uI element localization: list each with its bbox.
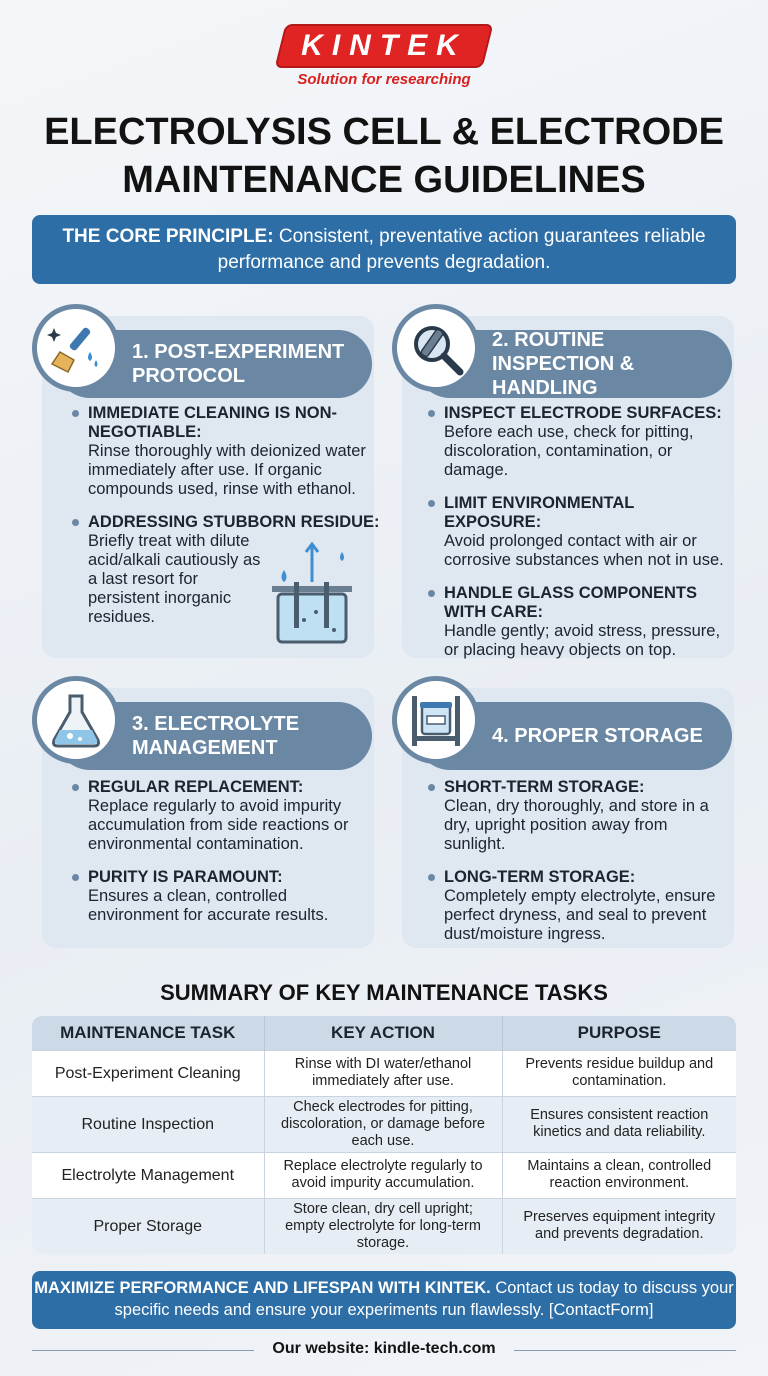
table-cell: Check electrodes for pitting, discoloration, or damage before each use. (264, 1096, 502, 1152)
list-item (68, 513, 380, 627)
logo-tagline: Solution for researching (297, 71, 471, 88)
table-row (32, 1050, 736, 1096)
page-title-line1: ELECTROLYSIS CELL & ELECTRODE (44, 111, 724, 153)
table-row (32, 1152, 736, 1198)
website-link[interactable]: Our website: kindle-tech.com (272, 1340, 496, 1357)
item-text: Handle gently; avoid stress, pressure, or placing heavy objects on top. (444, 622, 721, 659)
item-text: Rinse thoroughly with deionized water immediately after use. If organic compounds used, rinse with ethanol. (88, 442, 366, 498)
table-cell: Post-Experiment Cleaning (32, 1050, 264, 1096)
list-item (68, 404, 370, 499)
table-cell: Prevents residue buildup and contamination. (502, 1050, 736, 1096)
table-row (32, 1198, 736, 1254)
cta-bold: MAXIMIZE PERFORMANCE AND LIFESPAN WITH KINTEK. (34, 1279, 491, 1297)
column-header: PURPOSE (502, 1016, 736, 1050)
section-title: 2. ROUTINE INSPECTION & HANDLING (492, 329, 635, 399)
section-title: 4. PROPER STORAGE (492, 725, 703, 747)
item-title: SHORT-TERM STORAGE: (444, 778, 645, 796)
table-cell: Rinse with DI water/ethanol immediately after use. (264, 1050, 502, 1096)
electrolysis-cell-icon (264, 542, 360, 651)
list-item (424, 584, 730, 660)
column-header: KEY ACTION (264, 1016, 502, 1050)
list-item (424, 494, 730, 570)
item-title: HANDLE GLASS COMPONENTS WITH CARE: (444, 584, 698, 621)
section-body (68, 778, 370, 939)
item-title: PURITY IS PARAMOUNT: (88, 868, 283, 886)
list-item (68, 868, 370, 925)
section-card-electrolyte-management (42, 688, 374, 948)
section-card-proper-storage (402, 688, 734, 948)
item-title: REGULAR REPLACEMENT: (88, 778, 304, 796)
table-row (32, 1096, 736, 1152)
table-cell: Preserves equipment integrity and prevents degradation. (502, 1198, 736, 1254)
section-title: 3. ELECTROLYTE MANAGEMENT (132, 713, 300, 759)
contact-cta-banner[interactable] (32, 1271, 736, 1329)
cta-text: Contact us today to discuss your specific needs and ensure your experiments run flawlessly. [ContactForm] (114, 1279, 734, 1319)
footer-website[interactable] (0, 1340, 768, 1358)
table-cell: Routine Inspection (32, 1096, 264, 1152)
page-title (20, 108, 748, 204)
item-title: INSPECT ELECTRODE SURFACES: (444, 404, 722, 422)
page-title-line2: MAINTENANCE GUIDELINES (122, 159, 646, 201)
core-principle-banner (32, 215, 736, 284)
flask-icon (32, 676, 120, 764)
logo-brand: KINTEK (301, 29, 467, 62)
logo-badge (275, 24, 494, 68)
table-cell: Store clean, dry cell upright; empty electrolyte for long-term storage. (264, 1198, 502, 1254)
core-principle-label: THE CORE PRINCIPLE: (62, 226, 274, 247)
list-item (424, 778, 730, 854)
summary-title: SUMMARY OF KEY MAINTENANCE TASKS (160, 980, 608, 1005)
item-text: Clean, dry thoroughly, and store in a dry, upright position away from sunlight. (444, 797, 709, 853)
table-cell: Replace electrolyte regularly to avoid impurity accumulation. (264, 1152, 502, 1198)
table-header-row (32, 1016, 736, 1050)
core-principle-text: Consistent, preventative action guarantees reliable performance and prevents degradation. (217, 226, 706, 273)
item-title: LIMIT ENVIRONMENTAL EXPOSURE: (444, 494, 635, 531)
item-text: Replace regularly to avoid impurity accumulation from side reactions or environmental contamination. (88, 797, 349, 853)
list-item (424, 404, 730, 480)
item-text: Briefly treat with dilute acid/alkali cautiously as a last resort for persistent inorganic residues. (88, 532, 261, 626)
item-text: Before each use, check for pitting, discoloration, contamination, or damage. (444, 423, 694, 479)
column-header: MAINTENANCE TASK (32, 1016, 264, 1050)
section-body (424, 778, 730, 958)
list-item (68, 778, 370, 854)
item-text: Avoid prolonged contact with air or corrosive substances when not in use. (444, 532, 724, 569)
magnifier-electrode-icon (392, 304, 480, 392)
item-text: Completely empty electrolyte, ensure perfect dryness, and seal to prevent dust/moisture ingress. (444, 887, 716, 943)
cleaning-brush-icon (32, 304, 120, 392)
section-body (424, 404, 730, 674)
item-title: LONG-TERM STORAGE: (444, 868, 636, 886)
section-title: 1. POST-EXPERIMENT PROTOCOL (132, 341, 345, 387)
item-title: ADDRESSING STUBBORN RESIDUE: (88, 513, 380, 531)
table-cell: Proper Storage (32, 1198, 264, 1254)
section-card-routine-inspection (402, 316, 734, 658)
list-item (424, 868, 730, 944)
item-text: Ensures a clean, controlled environment for accurate results. (88, 887, 329, 924)
storage-shelf-icon (392, 676, 480, 764)
summary-table (32, 1016, 736, 1254)
item-title: IMMEDIATE CLEANING IS NON-NEGOTIABLE: (88, 404, 338, 441)
section-card-post-experiment (42, 316, 380, 658)
table-cell: Electrolyte Management (32, 1152, 264, 1198)
table-cell: Ensures consistent reaction kinetics and data reliability. (502, 1096, 736, 1152)
logo (0, 24, 768, 88)
table-cell: Maintains a clean, controlled reaction environment. (502, 1152, 736, 1198)
